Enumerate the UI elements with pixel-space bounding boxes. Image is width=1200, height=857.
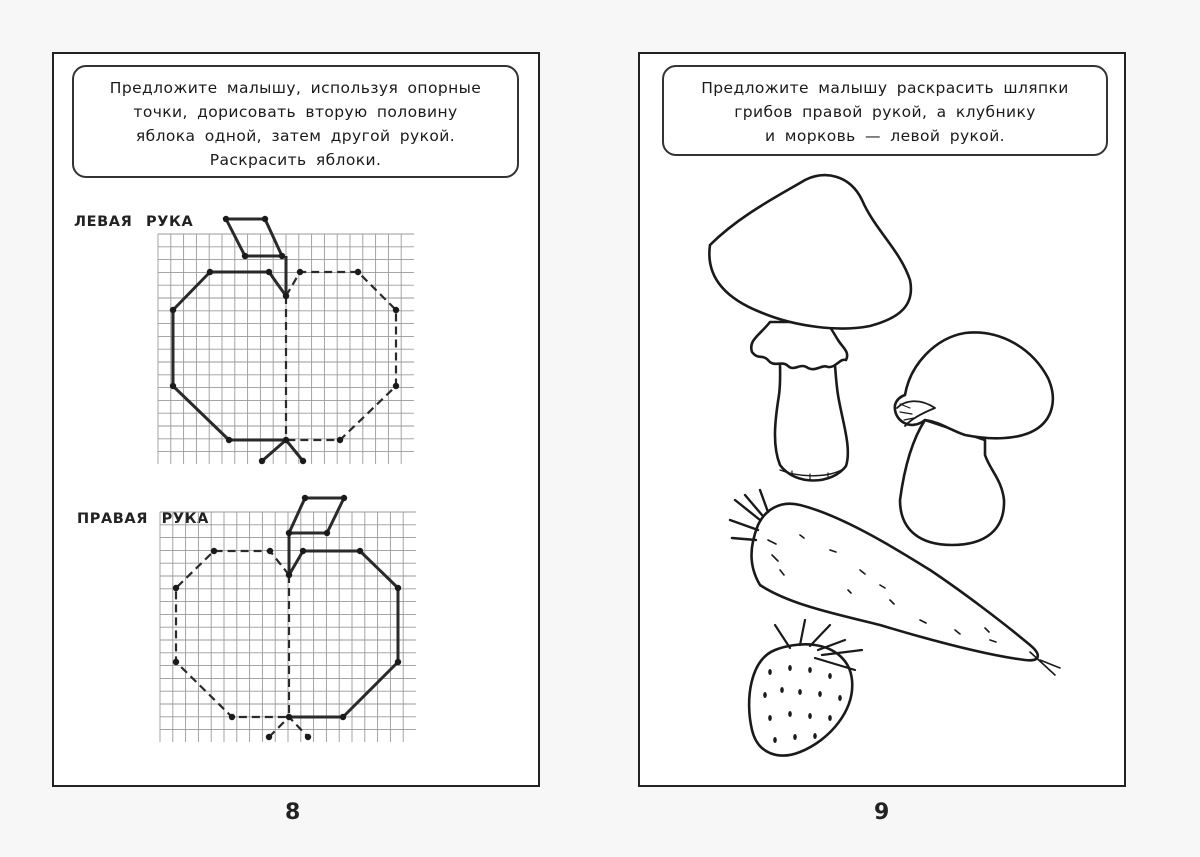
instruction-box-left (72, 65, 519, 178)
left-page (52, 52, 540, 787)
instruction-line: и морковь — левой рукой. (764, 127, 1005, 145)
instruction-line: Предложите малышу, используя опорные (109, 79, 482, 97)
page-number-left: 8 (285, 800, 301, 825)
left-hand-label: ЛЕВАЯ РУКА (74, 214, 194, 230)
instruction-box-right (662, 65, 1108, 156)
instruction-line: Раскрасить яблоки. (209, 151, 382, 169)
instruction-line: грибов правой рукой, а клубнику (734, 103, 1036, 121)
instruction-line: яблока одной, затем другой рукой. (135, 127, 456, 145)
instruction-line: точки, дорисовать вторую половину (133, 103, 458, 121)
right-page (638, 52, 1126, 787)
right-hand-label: ПРАВАЯ РУКА (77, 511, 209, 527)
instruction-line: Предложите малышу раскрасить шляпки (701, 79, 1069, 97)
page-number-right: 9 (874, 800, 890, 825)
